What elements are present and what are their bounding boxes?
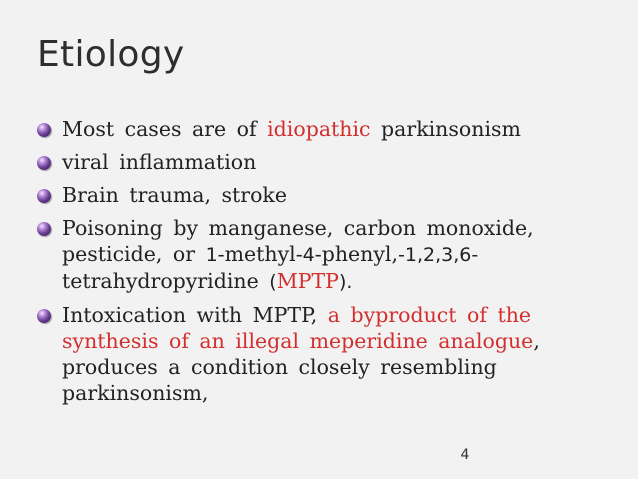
bullet-text: Most cases are of (62, 117, 268, 141)
list-item (36, 182, 581, 208)
bullet-text: Intoxication with MPTP, (62, 303, 328, 327)
highlighted-term: MPTP (276, 269, 339, 293)
purple-sphere-bullet-icon (37, 309, 51, 323)
list-item (36, 215, 581, 295)
purple-sphere-bullet-icon (37, 222, 51, 236)
bullet-text: -methyl- (217, 242, 303, 266)
highlighted-term: idiopathic (267, 117, 371, 141)
highlighted-phrase: a byproduct of the synthesis of an illegal meperidine analogue (62, 303, 534, 353)
chemical-number: -1,2,3,6- (398, 244, 479, 266)
paren-open: ( (269, 271, 277, 293)
chemical-number: 1 (205, 244, 218, 266)
list-item (36, 302, 581, 406)
list-item (36, 116, 581, 142)
purple-sphere-bullet-icon (37, 156, 51, 170)
bullet-text: Poisoning by manganese, carbon monoxide, pesticide, or (62, 216, 534, 266)
chemical-number: 4 (302, 244, 315, 266)
bullet-text: viral inflammation (62, 150, 257, 174)
page-number: 4 (460, 447, 470, 463)
bullet-text: , produces a condition closely resembling parkinsonism, (62, 329, 540, 405)
paren-close: ). (338, 271, 353, 293)
bullet-text: -phenyl, (314, 242, 399, 266)
list-item (36, 149, 581, 175)
bullet-text: Brain trauma, stroke (62, 183, 287, 207)
bullet-list (36, 116, 581, 413)
purple-sphere-bullet-icon (37, 189, 51, 203)
purple-sphere-bullet-icon (37, 123, 51, 137)
slide-title: Etiology (37, 34, 185, 75)
bullet-text: tetrahydropyridine (62, 269, 270, 293)
bullet-text: parkinsonism (370, 117, 521, 141)
